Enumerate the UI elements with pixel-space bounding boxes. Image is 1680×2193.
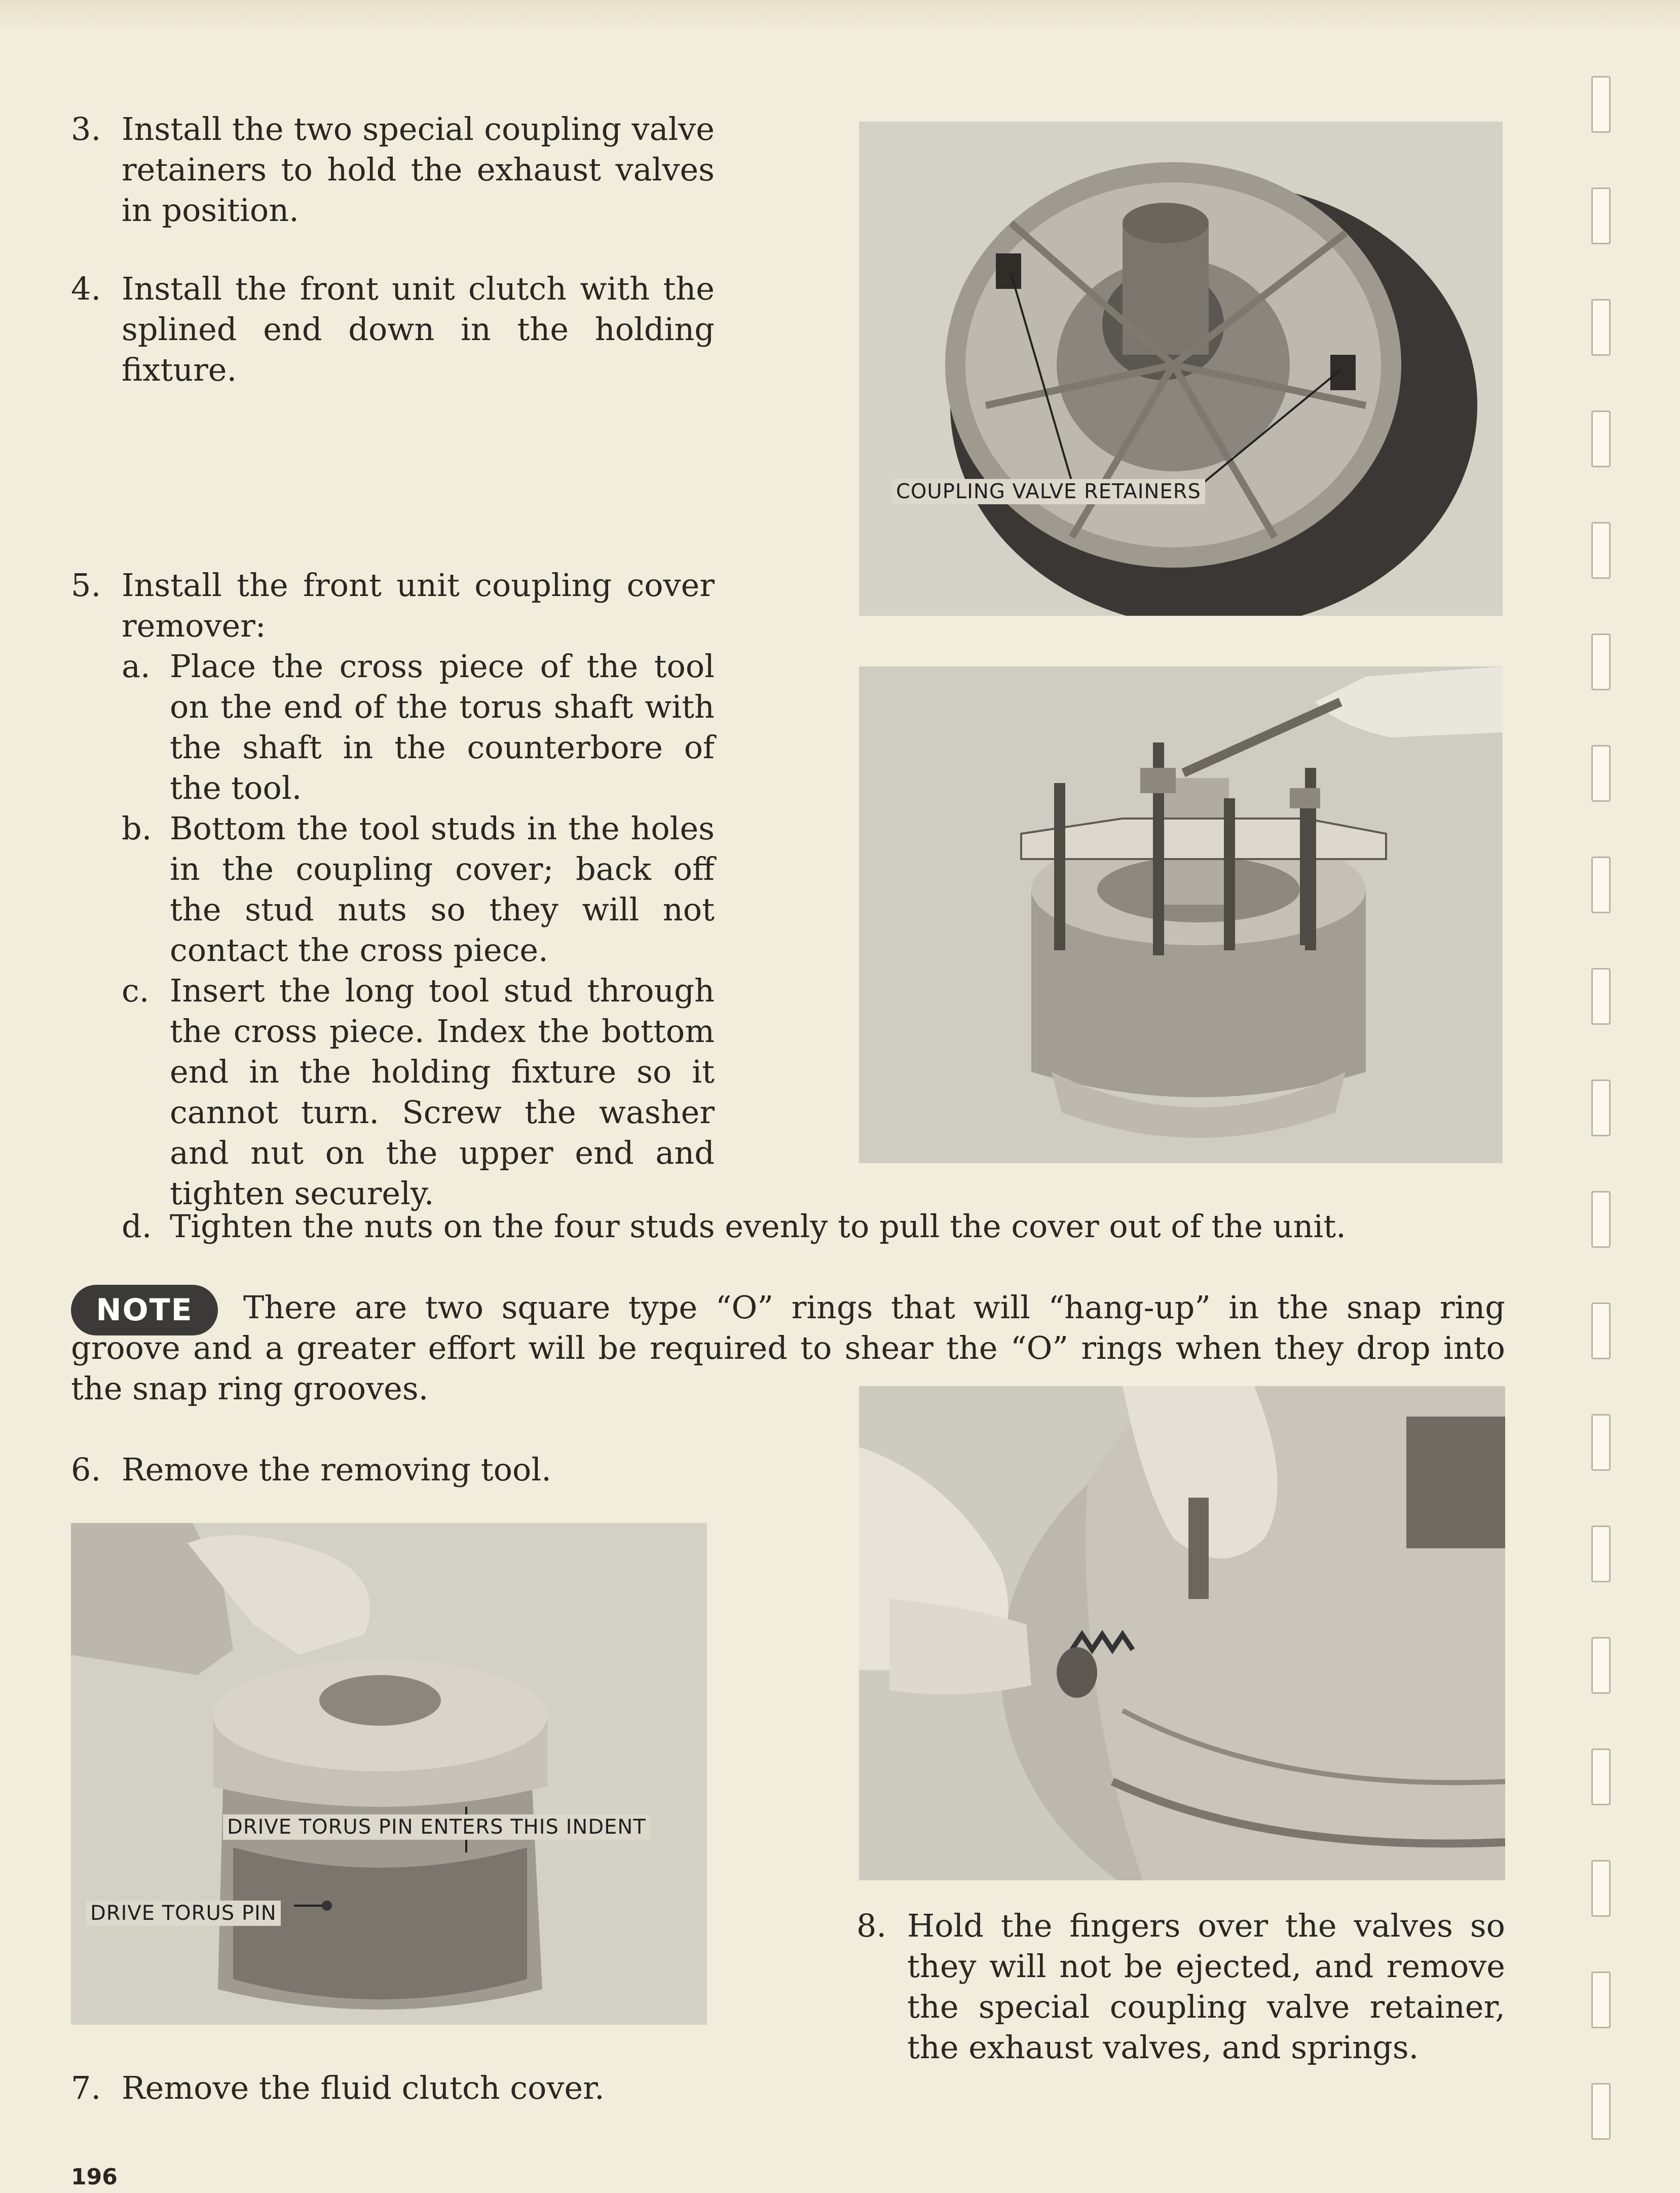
step-5c [122, 971, 715, 1214]
step-5c-label: c. [122, 972, 150, 1009]
photo-drive-torus-pin [71, 1523, 707, 2025]
note-badge: NOTE [71, 1285, 218, 1335]
photo-cover-remover-tool [859, 666, 1503, 1163]
step-4-number: 4. [71, 270, 101, 307]
step-5c-text: Insert the long tool stud through the cross piece. Index the bottom end in the holding fixture so it cannot turn. Screw the washer and nut on the upper end and tighten securely. [170, 972, 715, 1212]
step-5b [122, 808, 715, 971]
photo-coupling-valve-retainers [859, 122, 1503, 616]
step-5a-text: Place the cross piece of the tool on the end of the torus shaft with the shaft in the counterbore of the tool. [170, 648, 715, 806]
step-3-text: Install the two special coupling valve retainers to hold the exhaust valves in position. [122, 110, 715, 229]
photo-removing-exhaust-valves [859, 1386, 1505, 1880]
step-7-text: Remove the fluid clutch cover. [122, 2069, 605, 2106]
step-6 [71, 1449, 730, 1490]
note-body: There are two square type “O” rings that will “hang-up” in the snap ring groove and a greater effort will be required to shear the “O” rings when they drop into the snap ring grooves. [71, 1289, 1505, 1407]
step-5b-label: b. [122, 810, 152, 847]
step-8-text: Hold the fingers over the valves so they will not be ejected, and remove the special coupling valve retainer, the exhaust valves, and springs. [907, 1907, 1505, 2066]
step-6-text: Remove the removing tool. [122, 1451, 551, 1488]
step-8-number: 8. [856, 1907, 887, 1944]
page-number: 196 [71, 2164, 118, 2190]
step-5b-text: Bottom the tool studs in the holes in the coupling cover; back off the stud nuts so they will not contact the cross piece. [170, 810, 715, 969]
step-7-number: 7. [71, 2069, 101, 2106]
callout-drive-torus-pin-indent: DRIVE TORUS PIN ENTERS THIS INDENT [223, 1814, 650, 1840]
callout-coupling-valve-retainers: COUPLING VALVE RETAINERS [892, 479, 1205, 504]
step-8 [856, 1906, 1505, 2068]
step-5a-label: a. [122, 648, 151, 685]
step-5 [71, 565, 715, 646]
callout-drive-torus-pin: DRIVE TORUS PIN [86, 1901, 281, 1926]
step-4 [71, 269, 715, 390]
step-3 [71, 109, 715, 231]
step-5d [122, 1206, 1541, 1247]
step-5-number: 5. [71, 567, 101, 604]
step-7 [71, 2068, 730, 2108]
step-3-number: 3. [71, 110, 101, 147]
step-5d-text: Tighten the nuts on the four studs evenly to pull the cover out of the unit. [170, 1208, 1346, 1245]
page-top-edge [0, 0, 1680, 30]
step-5a [122, 646, 715, 808]
step-5d-label: d. [122, 1208, 152, 1245]
step-4-text: Install the front unit clutch with the splined end down in the holding fixture. [122, 270, 715, 388]
step-6-number: 6. [71, 1451, 101, 1488]
step-5-text: Install the front unit coupling cover remover: [122, 567, 715, 644]
